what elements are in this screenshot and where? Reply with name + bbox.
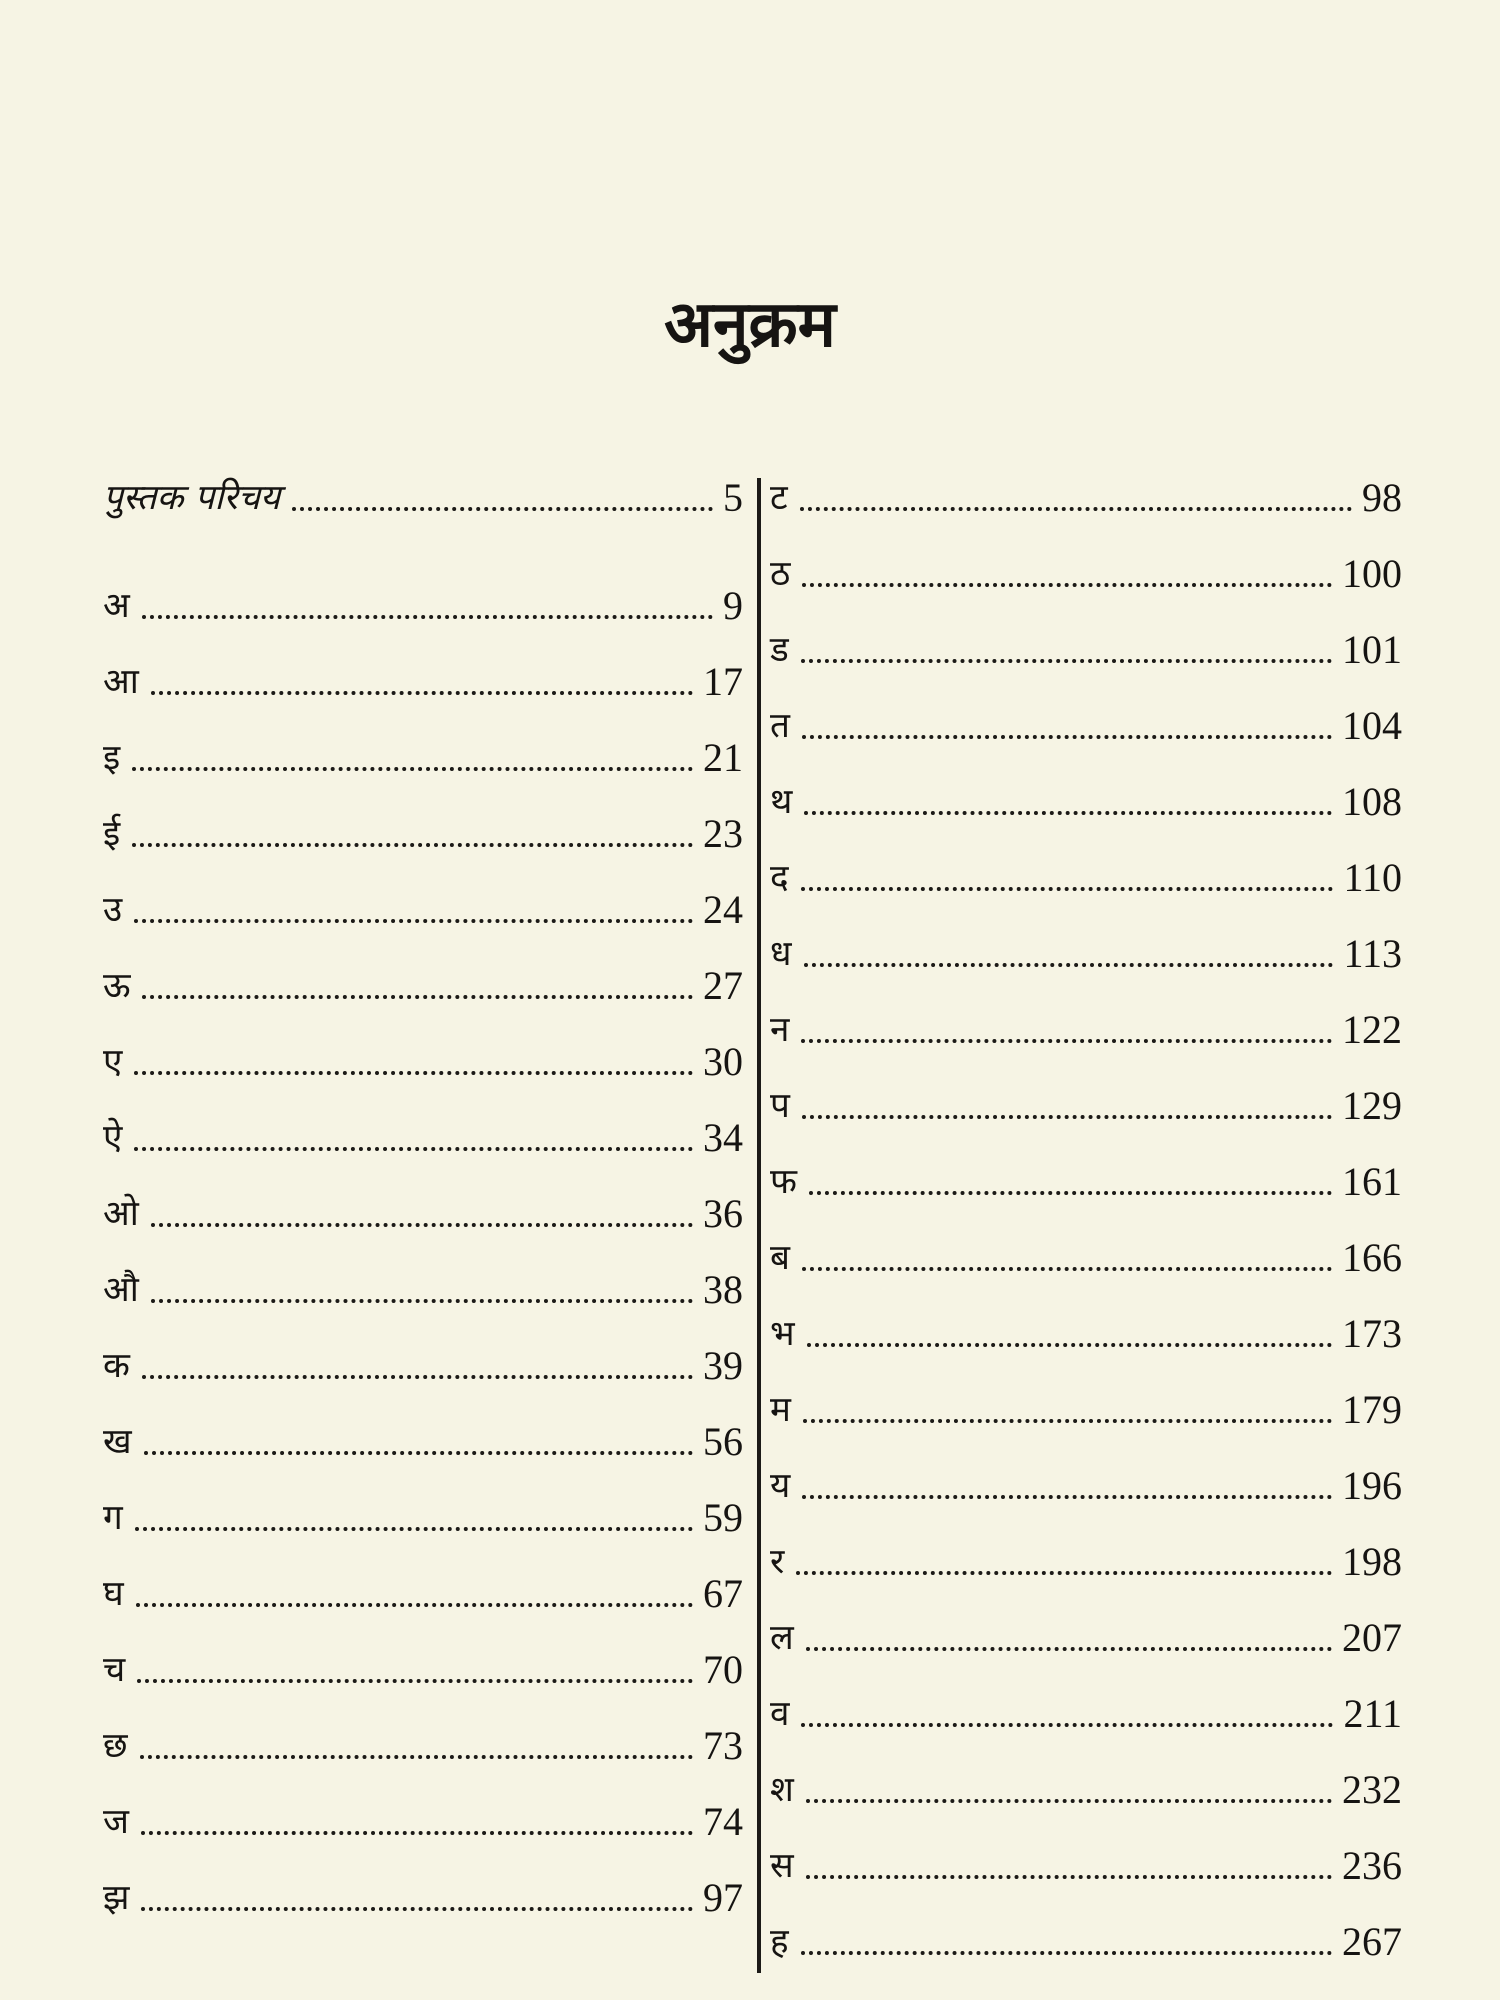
toc-entry-label: अ [103, 586, 130, 626]
dot-leader [801, 659, 1332, 663]
toc-entry [770, 1380, 1402, 1432]
toc-entry-page-number: 236 [1342, 1843, 1402, 1888]
toc-entry-page-number: 70 [703, 1647, 743, 1692]
toc-entry-label: ध [770, 934, 792, 974]
toc-entry-label: ठ [770, 554, 791, 594]
dot-leader [142, 995, 693, 999]
toc-entry [103, 1032, 743, 1084]
dot-leader [802, 1495, 1332, 1499]
dot-leader [802, 1267, 1332, 1271]
toc-entry-label: ट [770, 478, 788, 518]
toc-entry-page-number: 36 [703, 1191, 743, 1236]
toc-entry [103, 880, 743, 932]
toc-entry-label: झ [103, 1878, 130, 1918]
dot-leader [803, 1419, 1332, 1423]
toc-entry [103, 468, 743, 520]
toc-entry [770, 924, 1402, 976]
dot-leader [801, 887, 1334, 891]
dot-leader [801, 1723, 1333, 1727]
toc-entry [770, 848, 1402, 900]
dot-leader [292, 507, 713, 511]
dot-leader [137, 1679, 693, 1683]
toc-entry-label: ज [103, 1802, 129, 1842]
toc-entry-label: स [770, 1846, 794, 1886]
toc-entry-page-number: 21 [703, 735, 743, 780]
dot-leader [801, 1039, 1332, 1043]
toc-entry-label: क [103, 1346, 130, 1386]
toc-entry-page-number: 110 [1343, 855, 1402, 900]
toc-entry-page-number: 104 [1342, 703, 1402, 748]
dot-leader [807, 1343, 1332, 1347]
dot-leader [151, 1223, 693, 1227]
toc-entry-label: ग [103, 1498, 123, 1538]
toc-entry-label: ख [103, 1422, 132, 1462]
toc-entry [770, 772, 1402, 824]
toc-entry-label: र [770, 1542, 785, 1582]
toc-entry [770, 696, 1402, 748]
dot-leader [809, 1191, 1332, 1195]
toc-entry-label: ई [103, 814, 121, 854]
toc-entry-page-number: 179 [1342, 1387, 1402, 1432]
dot-leader [132, 767, 693, 771]
toc-entry-page-number: 97 [703, 1875, 743, 1920]
toc-entry [770, 1000, 1402, 1052]
dot-leader [806, 1799, 1332, 1803]
toc-entry [103, 1184, 743, 1236]
toc-entry [770, 1912, 1402, 1964]
toc-entry [103, 1564, 743, 1616]
toc-entry-page-number: 67 [703, 1571, 743, 1616]
toc-entry-page-number: 17 [703, 659, 743, 704]
dot-leader [806, 1875, 1332, 1879]
dot-leader [134, 1071, 693, 1075]
toc-entry-label: आ [103, 662, 139, 702]
toc-entry-page-number: 100 [1342, 551, 1402, 596]
toc-entry [770, 1836, 1402, 1888]
toc-entry-label: च [103, 1650, 126, 1690]
dot-leader [141, 1831, 693, 1835]
toc-entry [770, 1760, 1402, 1812]
dot-leader [132, 843, 693, 847]
toc-entry-page-number: 59 [703, 1495, 743, 1540]
toc-entry-label: इ [103, 738, 121, 778]
toc-entry-label: न [770, 1010, 790, 1050]
toc-entry-page-number: 101 [1342, 627, 1402, 672]
toc-entry-page-number: 23 [703, 811, 743, 856]
toc-entry-page-number: 5 [723, 475, 743, 520]
dot-leader [134, 1147, 693, 1151]
toc-entry-label: भ [770, 1314, 795, 1354]
toc-entry-label: ल [770, 1618, 794, 1658]
toc-entry-page-number: 211 [1343, 1691, 1402, 1736]
toc-entry-page-number: 39 [703, 1343, 743, 1388]
toc-entry-label: त [770, 706, 790, 746]
toc-entry [770, 620, 1402, 672]
toc-entry-page-number: 56 [703, 1419, 743, 1464]
toc-entry-label: उ [103, 890, 123, 930]
toc-entry-label: श [770, 1770, 794, 1810]
toc-entry [103, 804, 743, 856]
dot-leader [151, 1299, 693, 1303]
toc-entry-label: य [770, 1466, 791, 1506]
toc-entry [770, 1608, 1402, 1660]
toc-entry-page-number: 198 [1342, 1539, 1402, 1584]
dot-leader [142, 1375, 693, 1379]
toc-entry-label: द [770, 858, 789, 898]
dot-leader [142, 615, 713, 619]
toc-entry [103, 1260, 743, 1312]
toc-entry-label: फ [770, 1162, 797, 1202]
toc-entry-page-number: 9 [723, 583, 743, 628]
toc-entry [103, 1716, 743, 1768]
toc-entry-label: घ [103, 1574, 124, 1614]
dot-leader [151, 691, 693, 695]
toc-entry-label: ड [770, 630, 789, 670]
dot-leader [804, 963, 1334, 967]
dot-leader [796, 1571, 1332, 1575]
toc-entry-label: व [770, 1694, 790, 1734]
toc-entry-page-number: 73 [703, 1723, 743, 1768]
toc-entry-label: औ [103, 1270, 139, 1310]
toc-entry-page-number: 122 [1342, 1007, 1402, 1052]
toc-entry [103, 1108, 743, 1160]
toc-entry [770, 1456, 1402, 1508]
toc-entry [770, 1532, 1402, 1584]
toc-entry [770, 1684, 1402, 1736]
toc-entry [103, 1640, 743, 1692]
toc-entry-page-number: 113 [1343, 931, 1402, 976]
dot-leader [134, 919, 693, 923]
toc-entry-label: ब [770, 1238, 790, 1278]
toc-entry-label: ऊ [103, 966, 131, 1006]
toc-entry-page-number: 98 [1362, 475, 1402, 520]
toc-entry [770, 1304, 1402, 1356]
toc-entry-page-number: 173 [1342, 1311, 1402, 1356]
toc-entry-label: छ [103, 1726, 128, 1766]
page-title: अनुक्रम [664, 288, 836, 362]
toc-entry [103, 576, 743, 628]
toc-entry-label: पुस्तक परिचय [103, 478, 281, 518]
toc-entry [103, 1336, 743, 1388]
dot-leader [800, 507, 1352, 511]
toc-entry-label: ए [103, 1042, 123, 1082]
toc-entry-page-number: 74 [703, 1799, 743, 1844]
dot-leader [802, 1115, 1332, 1119]
toc-entry-label: ऐ [103, 1118, 123, 1158]
toc-entry-page-number: 24 [703, 887, 743, 932]
toc-entry [770, 1228, 1402, 1280]
toc-entry-label: ह [770, 1922, 789, 1962]
toc-entry [103, 1488, 743, 1540]
toc-entry-page-number: 267 [1342, 1919, 1402, 1964]
toc-entry-page-number: 166 [1342, 1235, 1402, 1280]
toc-entry-page-number: 30 [703, 1039, 743, 1084]
dot-leader [141, 1907, 693, 1911]
toc-entry-page-number: 129 [1342, 1083, 1402, 1128]
toc-entry [103, 1412, 743, 1464]
toc-entry [770, 1152, 1402, 1204]
toc-entry-page-number: 207 [1342, 1615, 1402, 1660]
toc-entry-page-number: 161 [1342, 1159, 1402, 1204]
dot-leader [140, 1755, 693, 1759]
toc-entry [770, 544, 1402, 596]
dot-leader [806, 1647, 1332, 1651]
toc-entry-page-number: 232 [1342, 1767, 1402, 1812]
toc-entry [103, 1868, 743, 1920]
dot-leader [804, 811, 1332, 815]
dot-leader [144, 1451, 693, 1455]
toc-entry [103, 956, 743, 1008]
toc-entry [103, 728, 743, 780]
dot-leader [801, 1951, 1332, 1955]
toc-entry [770, 1076, 1402, 1128]
toc-entry-page-number: 108 [1342, 779, 1402, 824]
toc-entry-page-number: 27 [703, 963, 743, 1008]
dot-leader [135, 1527, 693, 1531]
dot-leader [802, 583, 1332, 587]
dot-leader [802, 735, 1332, 739]
toc-entry-page-number: 196 [1342, 1463, 1402, 1508]
toc-entry-label: प [770, 1086, 790, 1126]
toc-entry-label: ओ [103, 1194, 139, 1234]
column-divider [757, 478, 761, 1973]
toc-entry [103, 1792, 743, 1844]
toc-entry [103, 652, 743, 704]
toc-entry-label: म [770, 1390, 791, 1430]
toc-entry-page-number: 38 [703, 1267, 743, 1312]
toc-entry-page-number: 34 [703, 1115, 743, 1160]
toc-entry-label: थ [770, 782, 793, 822]
dot-leader [136, 1603, 693, 1607]
toc-entry [770, 468, 1402, 520]
